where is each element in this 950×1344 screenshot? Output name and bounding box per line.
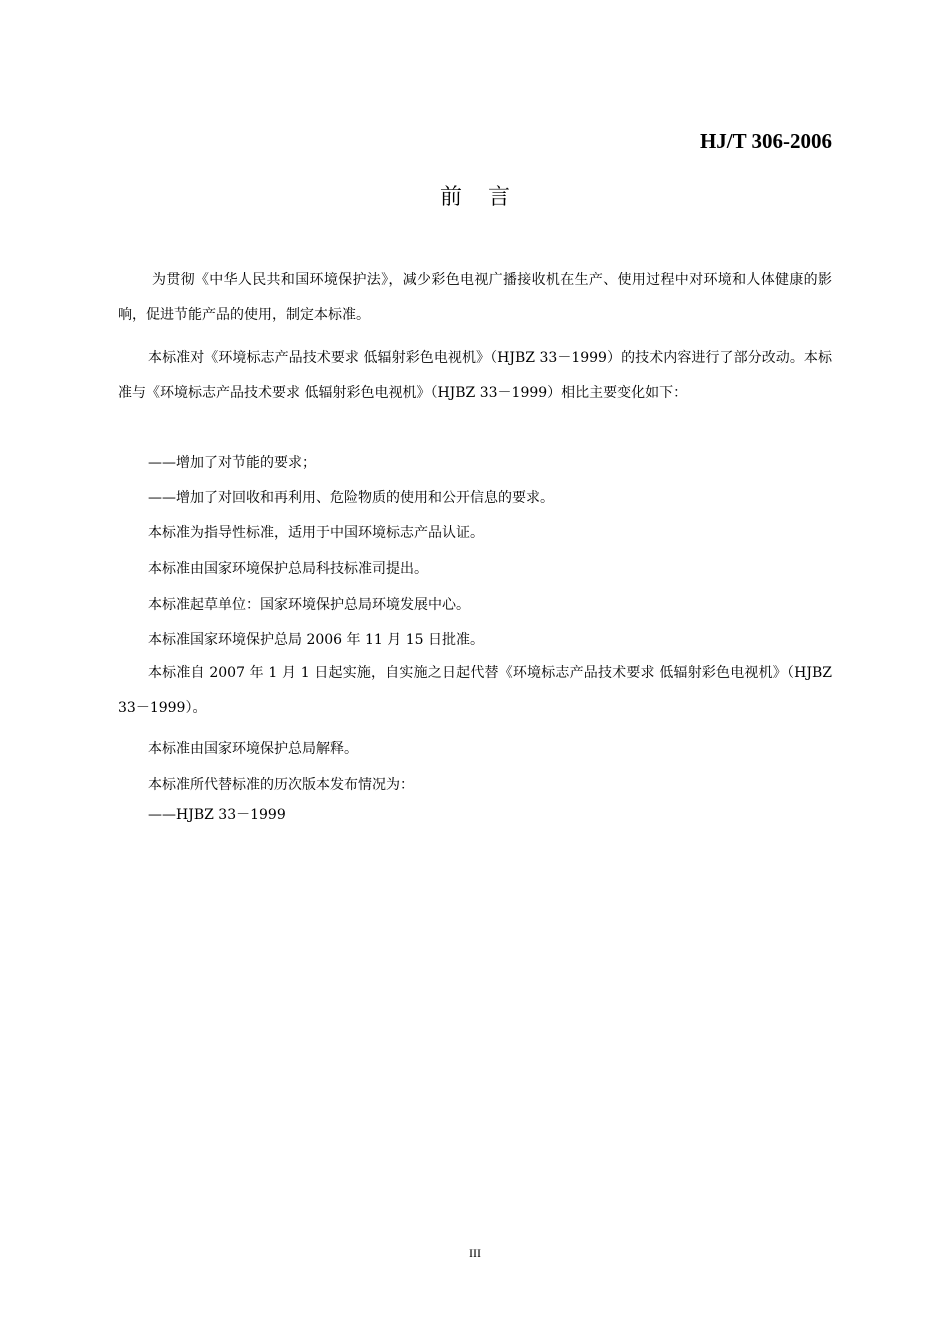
page-number: III [469,1246,481,1260]
statement-proposer: 本标准由国家环境保护总局科技标准司提出。 [148,561,428,577]
paragraph-purpose: 为贯彻《中华人民共和国环境保护法》，减少彩色电视广播接收机在生产、使用过程中对环境和人体健康的影响，促进节能产品的使用，制定本标准。 [118,272,832,323]
statement-history: 本标准所代替标准的历次版本发布情况为： [148,777,414,793]
list-item-recycling: ——增加了对回收和再利用、危险物质的使用和公开信息的要求。 [148,490,554,506]
list-item-energy: ——增加了对节能的要求； [148,455,316,471]
paragraph-changes: 本标准对《环境标志产品技术要求 低辐射彩色电视机》（HJBZ 33－1999）的技术内容进行了部分改动。本标准与《环境标志产品技术要求 低辐射彩色电视机》（HJBZ 33－1999）相比主要变化如下： [118,350,832,401]
list-item-previous-version: ——HJBZ 33－1999 [148,807,286,823]
page-title: 前言 [439,185,536,210]
document-code: HJ/T 306-2006 [699,129,832,153]
statement-interpretation: 本标准由国家环境保护总局解释。 [148,741,358,757]
statement-guidance: 本标准为指导性标准，适用于中国环境标志产品认证。 [148,525,484,541]
statement-drafter: 本标准起草单位：国家环境保护总局环境发展中心。 [148,597,470,613]
statement-approval: 本标准国家环境保护总局 2006 年 11 月 15 日批准。 [148,632,484,648]
paragraph-effective-date: 本标准自 2007 年 1 月 1 日起实施，自实施之日起代替《环境标志产品技术要求 低辐射彩色电视机》（HJBZ 33－1999）。 [118,665,832,716]
